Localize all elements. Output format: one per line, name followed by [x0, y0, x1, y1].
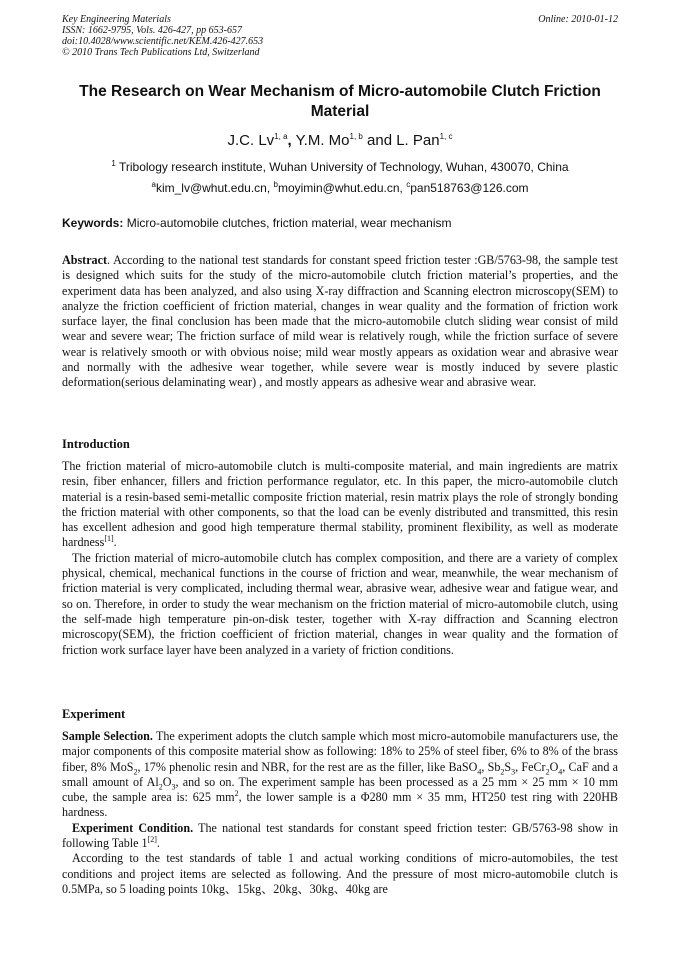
subscript: 2 — [133, 767, 138, 776]
text-run: . — [156, 836, 160, 851]
author-sep: , — [287, 132, 292, 149]
intro-paragraph-1 — [62, 459, 618, 551]
subscript: 3 — [171, 782, 176, 792]
text-run: , FeCr — [515, 759, 546, 774]
paper-title: The Research on Wear Mechanism of Micro-automobile Clutch Friction Material — [79, 83, 601, 120]
text-run: , CaF and a small amount of Al — [62, 759, 618, 789]
subscript: 4 — [558, 767, 563, 776]
subscript: 2 — [158, 782, 163, 792]
email-sup: a — [151, 180, 156, 189]
text-run: , 17% phenolic resin and NBR, for the rest are as the filler, like BaSO — [137, 759, 478, 774]
email-address[interactable]: moyimin@whut.edu.cn, — [277, 181, 403, 195]
affiliation-sup: 1 — [111, 159, 116, 168]
intro-paragraph-2: The friction material of micro-automobile clutch has complex composition, and there are a variety of complex physical, chemical, mechanical functions in the course of friction and wear, meanwhile, the wear mechanism of friction material is very complicated, including thermal wear, abrasive wear, adhesive wear and fatigue wear, and so on. Therefore, in order to study the wear mechanism on the friction material of micro-automobile clutch, using the self-made high temperature pin-on-disk tester, together with X-ray diffraction and Scanning electron microscopy(SEM), the friction coefficient of friction material, changes in wear quality and the formation of friction work surface layer have been analyzed in a variety of friction conditions. — [62, 550, 618, 657]
keywords — [62, 216, 618, 230]
author-sup: 1, b — [349, 132, 363, 141]
author-name: Y.M. Mo — [295, 132, 350, 149]
experiment-condition-label: Experiment Condition. — [72, 820, 194, 835]
experiment-paragraph-3: According to the test standards of table 1 and actual working conditions of micro-automobiles, the test conditions and project items are selected as following. And the pressure of most micro-automobile clutch is 0.5MPa, so 5 loading points 10kg、15kg、20kg、30kg、40kg are — [62, 851, 618, 896]
abstract — [62, 253, 618, 391]
email-address[interactable]: pan518763@126.com — [410, 181, 529, 195]
author-sup: 1, a — [274, 132, 288, 141]
experiment-heading: Experiment — [62, 707, 126, 721]
text-run: , Sb — [481, 759, 501, 774]
author-name: J.C. Lv — [227, 132, 275, 149]
author-sup: 1, c — [439, 132, 453, 141]
email-address[interactable]: kim_lv@whut.edu.cn, — [155, 181, 271, 195]
copyright-line: © 2010 Trans Tech Publications Ltd, Switzerland — [62, 47, 260, 58]
introduction-body — [62, 459, 618, 658]
text-run: The national test standards for constant speed friction tester: GB/5763-98 show in following Table 1 — [62, 820, 618, 851]
citation-ref[interactable]: [1] — [104, 534, 114, 544]
text-run: , and so on. The experiment sample has been processed as a 25 mm × 25 mm × 10 mm cube, the sample area is: 625 mm — [62, 774, 618, 805]
author-name: L. Pan — [396, 132, 440, 149]
issn-line: ISSN: 1662-9795, Vols. 426-427, pp 653-657 — [62, 25, 242, 36]
affiliation-text: Tribology research institute, Wuhan University of Technology, Wuhan, 430070, China — [118, 160, 569, 174]
affiliation — [60, 160, 620, 174]
introduction-heading: Introduction — [62, 437, 130, 451]
author-line — [60, 132, 620, 149]
abstract-label: Abstract — [62, 253, 108, 267]
doi-line: doi:10.4028/www.scientific.net/KEM.426-427.653 — [62, 36, 264, 47]
email-sup: b — [273, 180, 278, 189]
citation-ref[interactable]: [2] — [147, 835, 157, 845]
journal-name: Key Engineering Materials — [62, 14, 171, 25]
experiment-body — [62, 729, 618, 897]
sample-selection-label: Sample Selection. — [62, 729, 153, 743]
subscript: 4 — [477, 767, 482, 776]
superscript: 2 — [234, 789, 239, 799]
intro-p1-end: . — [113, 535, 117, 550]
email-line — [60, 181, 620, 195]
sample-selection-paragraph — [62, 729, 618, 821]
keywords-text: Micro-automobile clutches, friction material, wear mechanism — [126, 216, 452, 230]
online-date: Online: 2010-01-12 — [538, 14, 618, 25]
subscript: 2 — [500, 767, 505, 776]
experiment-condition-paragraph — [62, 821, 618, 852]
abstract-text: . According to the national test standards for constant speed friction tester :GB/5763-98, the sample test is designed which suits for the study of the micro-automobile clutch friction material’s properties, and the experiment data has been analyzed, and also using X-ray diffraction and Scanning electron microscopy(SEM) to analyze the friction coefficient of friction material, changes in wear quality and the formation of friction work surface layer, the final conclusion has been made that the micro-automobile clutch sliding wear consist of mild wear and severe wear; The friction surface of mild wear is relatively rough, while the friction surface of severe wear is relatively smooth or with obvious noise; mild wear mostly appears as oxidation wear and abrasive wear and normally with the adhesive wear together, while severe wear is mostly induced by severe plastic deformation(serious delaminating wear) , and mostly appears as adhesive wear and abrasive wear. — [62, 253, 618, 390]
text-run: S — [504, 759, 512, 774]
subscript: 2 — [545, 767, 550, 776]
email-sup: c — [406, 180, 411, 189]
text-run: O — [549, 759, 559, 774]
text-run: The experiment adopts the clutch sample which most micro-automobile manufacturers use, the major components of this composite material show as following: 18% to 25% of steel fiber, 6% to 8% of the brass fiber, 8% MoS — [62, 729, 618, 774]
author-sep: and — [362, 132, 393, 149]
text-run: , the lower sample is a Φ280 mm × 35 mm, HT250 test ring with 220HB hardness. — [62, 790, 618, 820]
text-run: O — [162, 774, 172, 789]
journal-header — [62, 14, 618, 58]
subscript: 3 — [511, 767, 516, 776]
keywords-label: Keywords: — [62, 216, 124, 230]
intro-p1-text: The friction material of micro-automobile clutch is multi-composite material, and main ingredients are matrix resin, fiber enhancer, fillers and friction performance regulator, etc. In this paper, the micro-automobile clutch material is a resin-based semi-metallic composite friction material, resin matrix plays the role of strongly bonding the friction material with other components, so that the load can be evenly distributed and transmitted, this resin has excellent adhesion and good high temperature thermal stability, prominent flexibility, as well as moderate hardness — [62, 459, 618, 550]
